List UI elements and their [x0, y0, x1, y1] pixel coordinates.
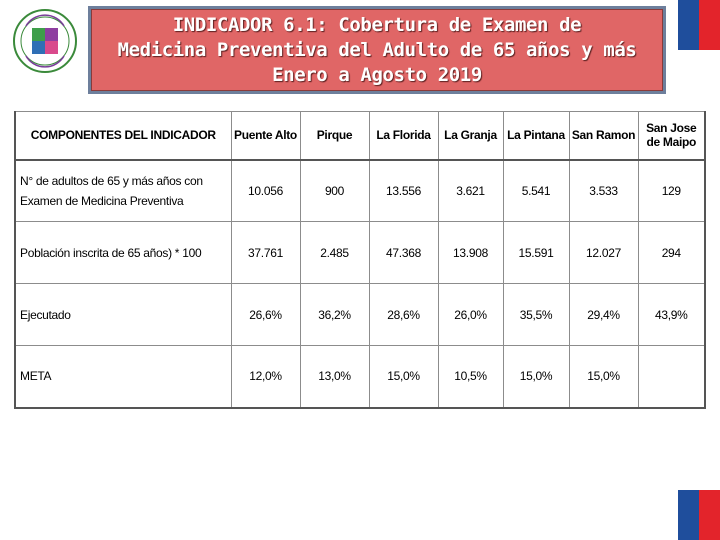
organization-logo: [12, 8, 78, 74]
flag-blue-band: [678, 490, 699, 540]
slide-title: [88, 6, 666, 94]
table-cell: 129: [638, 160, 705, 222]
table-row: [15, 222, 705, 284]
table-header-row: [15, 112, 705, 160]
table-cell: 15,0%: [503, 346, 569, 408]
column-header: La Granja: [438, 112, 503, 160]
flag-blue-band: [678, 0, 699, 50]
table-cell: 26,6%: [231, 284, 300, 346]
table-cell: 37.761: [231, 222, 300, 284]
table-cell: 3.533: [569, 160, 638, 222]
column-header: La Florida: [369, 112, 438, 160]
table-cell: 13.556: [369, 160, 438, 222]
table-cell: 13.908: [438, 222, 503, 284]
table-row: [15, 284, 705, 346]
table-cell: 15,0%: [369, 346, 438, 408]
table-row: [15, 346, 705, 408]
row-label: Población inscrita de 65 años) * 100: [15, 222, 231, 284]
table-cell: 15,0%: [569, 346, 638, 408]
municipal-health-seal-icon: [12, 8, 78, 74]
table-cell: 28,6%: [369, 284, 438, 346]
table-cell: 36,2%: [300, 284, 369, 346]
title-line-2: Medicina Preventiva del Adulto de 65 años y más: [117, 38, 637, 61]
row-label: META: [15, 346, 231, 408]
row-label: Ejecutado: [15, 284, 231, 346]
table-cell: 5.541: [503, 160, 569, 222]
table-cell: 2.485: [300, 222, 369, 284]
table-cell: 10.056: [231, 160, 300, 222]
table-cell: 29,4%: [569, 284, 638, 346]
table-cell: 47.368: [369, 222, 438, 284]
column-header: COMPONENTES DEL INDICADOR: [15, 112, 231, 160]
table-cell: 3.621: [438, 160, 503, 222]
table-cell: 13,0%: [300, 346, 369, 408]
table-cell: 15.591: [503, 222, 569, 284]
flag-red-band: [699, 490, 720, 540]
flag-stripe-bottom: [678, 490, 720, 540]
table-cell: 900: [300, 160, 369, 222]
indicator-table: [14, 111, 706, 409]
table-cell: [638, 346, 705, 408]
title-line-3: Enero a Agosto 2019: [272, 63, 482, 86]
flag-stripe-top: [678, 0, 720, 50]
table-cell: 26,0%: [438, 284, 503, 346]
table-cell: 43,9%: [638, 284, 705, 346]
table-cell: 35,5%: [503, 284, 569, 346]
column-header: San Ramon: [569, 112, 638, 160]
table-cell: 294: [638, 222, 705, 284]
table-cell: 10,5%: [438, 346, 503, 408]
row-label: N° de adultos de 65 y más años con Examen de Medicina Preventiva: [15, 160, 231, 222]
table-cell: 12,0%: [231, 346, 300, 408]
table-row: [15, 160, 705, 222]
title-line-1: INDICADOR 6.1: Cobertura de Examen de: [172, 13, 582, 36]
column-header: San Jose de Maipo: [638, 112, 705, 160]
flag-red-band: [699, 0, 720, 50]
column-header: La Pintana: [503, 112, 569, 160]
table-cell: 12.027: [569, 222, 638, 284]
column-header: Pirque: [300, 112, 369, 160]
column-header: Puente Alto: [231, 112, 300, 160]
